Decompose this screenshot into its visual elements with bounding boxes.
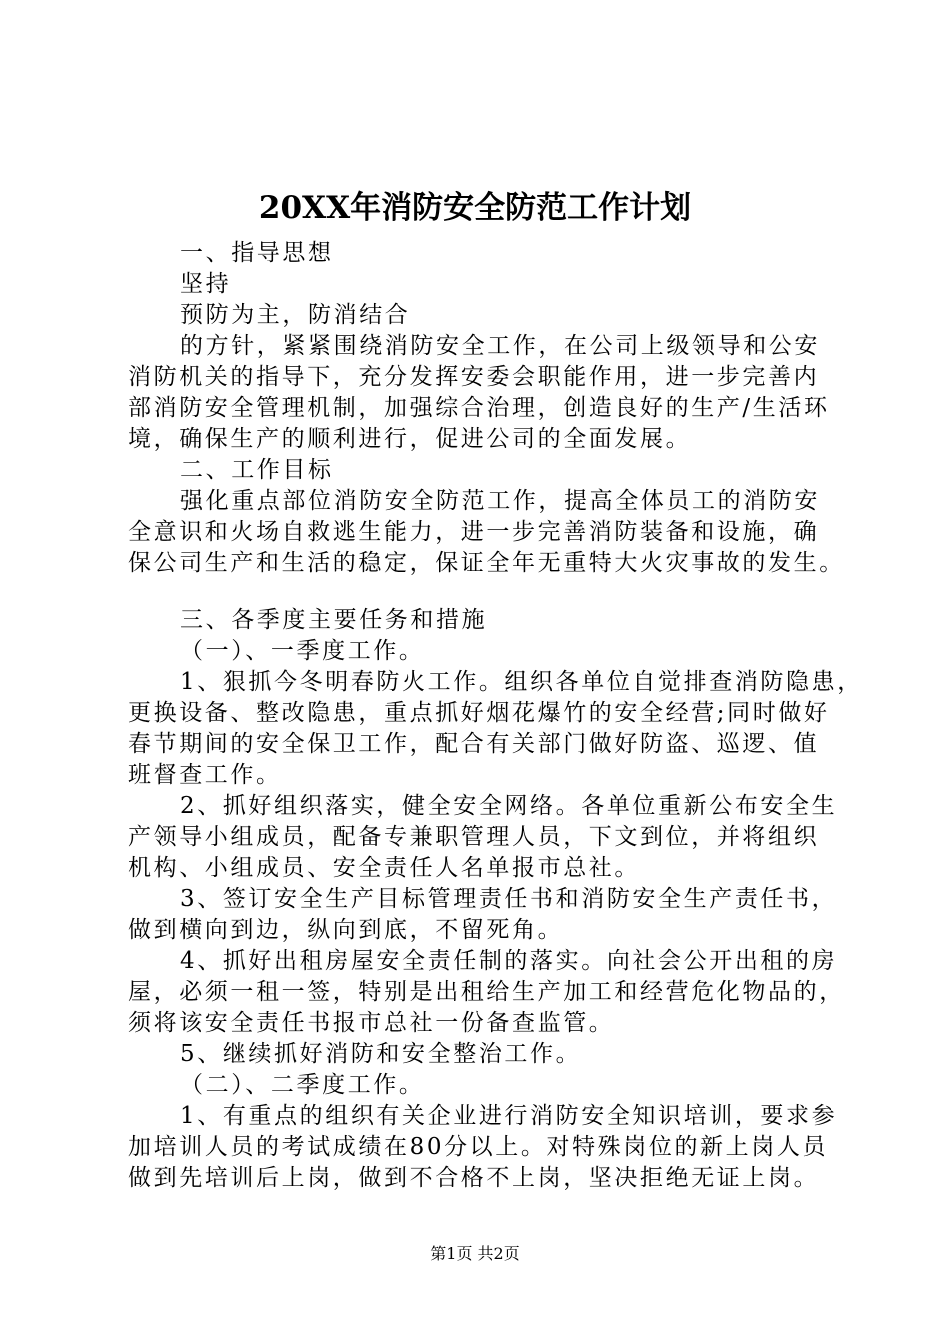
subheading-q2: （二）、二季度工作。 xyxy=(180,1072,425,1098)
paragraph-line: 更换设备、整改隐患，重点抓好烟花爆竹的安全经营;同时做好 xyxy=(128,700,830,726)
paragraph-line: 1、狠抓今冬明春防火工作。组织各单位自觉排查消防隐患， xyxy=(180,669,863,695)
paragraph-line: 屋，必须一租一签，特别是出租给生产加工和经营危化物品的， xyxy=(128,979,845,1005)
paragraph-line: 4、抓好出租房屋安全责任制的落实。向社会公开出租的房 xyxy=(180,948,838,974)
paragraph-line: 5、继续抓好消防和安全整治工作。 xyxy=(180,1041,582,1067)
heading-work-goals: 二、工作目标 xyxy=(180,457,334,483)
paragraph-line: 预防为主，防消结合 xyxy=(180,302,411,328)
heading-quarterly-tasks: 三、各季度主要任务和措施 xyxy=(180,607,488,633)
paragraph-line: 班督查工作。 xyxy=(128,762,282,788)
paragraph-line: 产领导小组成员，配备专兼职管理人员，下文到位，并将组织 xyxy=(128,824,820,850)
paragraph-line: 加培训人员的考试成绩在80分以上。对特殊岗位的新上岗人员 xyxy=(128,1134,829,1160)
heading-guiding-ideology: 一、指导思想 xyxy=(180,240,334,266)
paragraph-line: 做到先培训后上岗，做到不合格不上岗，坚决拒绝无证上岗。 xyxy=(128,1165,820,1191)
paragraph-line: 坚持 xyxy=(180,271,232,297)
paragraph-line: 全意识和火场自救逃生能力，进一步完善消防装备和设施，确 xyxy=(128,519,820,545)
paragraph-line: 春节期间的安全保卫工作，配合有关部门做好防盗、巡逻、值 xyxy=(128,731,820,757)
paragraph-line: 机构、小组成员、安全责任人名单报市总社。 xyxy=(128,855,640,881)
paragraph-line: 须将该安全责任书报市总社一份备查监管。 xyxy=(128,1010,615,1036)
subheading-q1: （一）、一季度工作。 xyxy=(180,638,425,664)
paragraph-line: 做到横向到边，纵向到底，不留死角。 xyxy=(128,917,564,943)
paragraph-line: 保公司生产和生活的稳定，保证全年无重特大火灾事故的发生。 xyxy=(128,550,845,576)
document-title: 20XX年消防安全防范工作计划 xyxy=(258,190,692,226)
paragraph-line: 的方针，紧紧围绕消防安全工作，在公司上级领导和公安 xyxy=(180,333,820,359)
paragraph-line: 1、有重点的组织有关企业进行消防安全知识培训，要求参 xyxy=(180,1103,838,1129)
paragraph-line: 强化重点部位消防安全防范工作，提高全体员工的消防安 xyxy=(180,488,820,514)
page-footer: 第1页 共2页 xyxy=(430,1244,520,1263)
paragraph-line: 部消防安全管理机制，加强综合治理，创造良好的生产/生活环 xyxy=(128,395,830,421)
paragraph-line: 境，确保生产的顺利进行，促进公司的全面发展。 xyxy=(128,426,692,452)
paragraph-line: 3、签订安全生产目标管理责任书和消防安全生产责任书， xyxy=(180,886,838,912)
paragraph-line: 消防机关的指导下，充分发挥安委会职能作用，进一步完善内 xyxy=(128,364,820,390)
paragraph-line: 2、抓好组织落实，健全安全网络。各单位重新公布安全生 xyxy=(180,793,838,819)
